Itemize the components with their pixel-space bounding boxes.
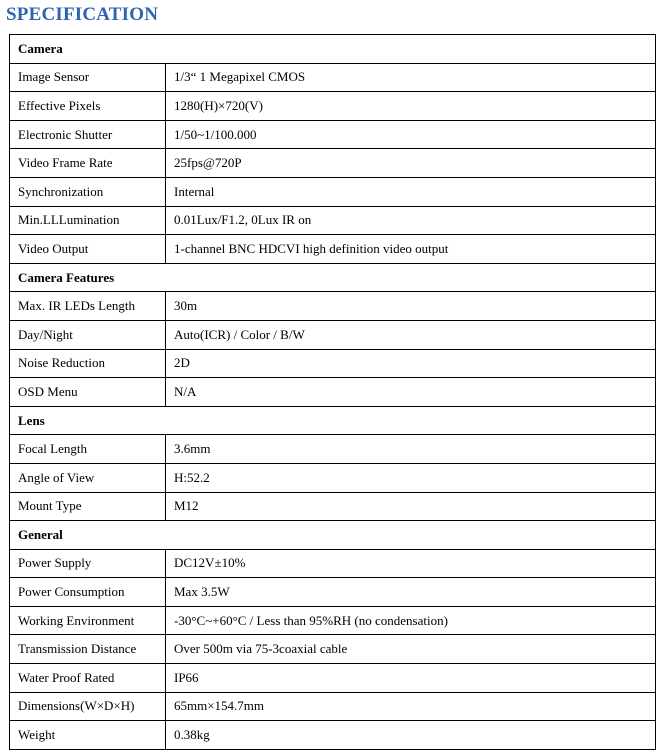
spec-label: Electronic Shutter (10, 120, 166, 149)
table-row (10, 349, 656, 378)
spec-label: Max. IR LEDs Length (10, 292, 166, 321)
section-header-row (10, 521, 656, 550)
spec-value: 25fps@720P (166, 149, 656, 178)
table-row (10, 63, 656, 92)
table-row (10, 606, 656, 635)
spec-value: 1280(H)×720(V) (166, 92, 656, 121)
table-row (10, 149, 656, 178)
table-row (10, 492, 656, 521)
table-row (10, 235, 656, 264)
spec-value: 1/3“ 1 Megapixel CMOS (166, 63, 656, 92)
section-header: Camera (10, 35, 656, 64)
spec-label: OSD Menu (10, 378, 166, 407)
table-row (10, 92, 656, 121)
spec-label: Synchronization (10, 177, 166, 206)
table-row (10, 664, 656, 693)
table-row (10, 206, 656, 235)
section-header: Lens (10, 406, 656, 435)
spec-label: Angle of View (10, 463, 166, 492)
spec-label: Transmission Distance (10, 635, 166, 664)
spec-label: Dimensions(W×D×H) (10, 692, 166, 721)
table-row (10, 320, 656, 349)
spec-label: Weight (10, 721, 166, 750)
section-header: General (10, 521, 656, 550)
spec-value: 30m (166, 292, 656, 321)
section-header-row (10, 263, 656, 292)
table-row (10, 177, 656, 206)
spec-value: Auto(ICR) / Color / B/W (166, 320, 656, 349)
table-row (10, 549, 656, 578)
spec-value: M12 (166, 492, 656, 521)
spec-label: Min.LLLumination (10, 206, 166, 235)
spec-label: Video Output (10, 235, 166, 264)
spec-value: Over 500m via 75-3coaxial cable (166, 635, 656, 664)
table-row (10, 692, 656, 721)
spec-value: DC12V±10% (166, 549, 656, 578)
section-header-row (10, 35, 656, 64)
spec-value: 0.38kg (166, 721, 656, 750)
spec-value: 3.6mm (166, 435, 656, 464)
spec-value: 1-channel BNC HDCVI high definition video output (166, 235, 656, 264)
spec-label: Day/Night (10, 320, 166, 349)
specification-table (9, 34, 656, 750)
spec-label: Video Frame Rate (10, 149, 166, 178)
spec-value: IP66 (166, 664, 656, 693)
spec-value: 2D (166, 349, 656, 378)
spec-label: Power Consumption (10, 578, 166, 607)
specification-table-body (10, 35, 656, 750)
table-row (10, 292, 656, 321)
spec-label: Power Supply (10, 549, 166, 578)
spec-value: -30°C~+60°C / Less than 95%RH (no condensation) (166, 606, 656, 635)
table-row (10, 635, 656, 664)
spec-value: 0.01Lux/F1.2, 0Lux IR on (166, 206, 656, 235)
spec-label: Effective Pixels (10, 92, 166, 121)
spec-value: Internal (166, 177, 656, 206)
section-header-row (10, 406, 656, 435)
spec-label: Water Proof Rated (10, 664, 166, 693)
table-row (10, 120, 656, 149)
spec-label: Image Sensor (10, 63, 166, 92)
spec-value: 1/50~1/100.000 (166, 120, 656, 149)
table-row (10, 435, 656, 464)
table-row (10, 378, 656, 407)
table-row (10, 578, 656, 607)
spec-label: Noise Reduction (10, 349, 166, 378)
spec-label: Working Environment (10, 606, 166, 635)
spec-label: Focal Length (10, 435, 166, 464)
section-header: Camera Features (10, 263, 656, 292)
spec-value: N/A (166, 378, 656, 407)
spec-value: Max 3.5W (166, 578, 656, 607)
spec-value: H:52.2 (166, 463, 656, 492)
spec-value: 65mm×154.7mm (166, 692, 656, 721)
spec-label: Mount Type (10, 492, 166, 521)
table-row (10, 721, 656, 750)
page-title: SPECIFICATION (6, 4, 159, 25)
table-row (10, 463, 656, 492)
